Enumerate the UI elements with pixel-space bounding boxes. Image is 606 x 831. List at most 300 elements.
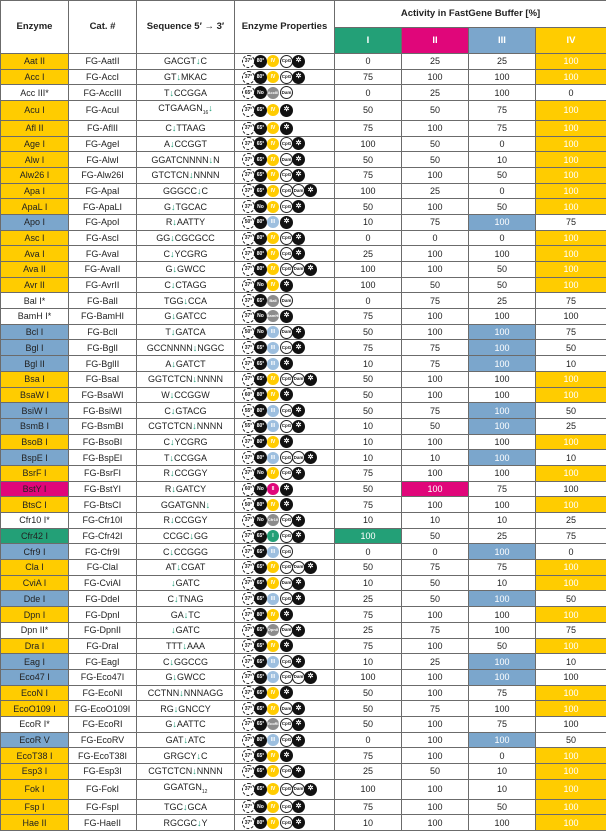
- incubation-temp-icon: 55°: [242, 404, 255, 417]
- cpg-methylation-icon: CpG: [280, 671, 293, 684]
- star-activity-icon: ✲: [292, 467, 305, 480]
- incubation-temp-icon: 37°: [242, 671, 255, 684]
- sequence-left: TTT: [166, 641, 183, 651]
- activity-buffer-I: 75: [335, 497, 402, 513]
- table-row: [1, 277, 606, 293]
- sequence-left: R: [166, 217, 173, 227]
- heat-inactivation-icon: 80°: [254, 263, 267, 276]
- incubation-temp-icon: 50°: [242, 498, 255, 511]
- table-row: [1, 246, 606, 262]
- table-row: [1, 167, 606, 183]
- activity-buffer-IV: 100: [536, 779, 606, 799]
- activity-buffer-IV: 100: [536, 815, 606, 831]
- activity-buffer-III: 25: [469, 293, 536, 309]
- enzyme-properties: [235, 356, 335, 372]
- enzyme-name: Eag I: [1, 654, 69, 670]
- heat-inactivation-icon: 65°: [254, 294, 267, 307]
- activity-buffer-I: 50: [335, 716, 402, 732]
- sequence-right: NNNAGG: [184, 688, 224, 698]
- enzyme-name: Afl II: [1, 120, 69, 136]
- cut-site-arrow-icon: ↓: [171, 327, 176, 337]
- incubation-temp-icon: 37°: [242, 577, 255, 590]
- activity-buffer-I: 10: [335, 513, 402, 529]
- star-activity-icon: ✲: [292, 592, 305, 605]
- cpg-methylation-icon: CpG: [280, 765, 293, 778]
- cut-site-arrow-icon: ↓: [192, 766, 197, 776]
- activity-buffer-IV: 100: [536, 136, 606, 152]
- recognition-sequence: [137, 152, 235, 168]
- enzyme-properties: [235, 607, 335, 623]
- activity-buffer-I: 25: [335, 246, 402, 262]
- enzyme-name: Acc III*: [1, 85, 69, 101]
- cpg-methylation-icon: CpG: [280, 137, 293, 150]
- catalog-number: FG-FspI: [69, 799, 137, 815]
- recommended-buffer-icon: IV: [267, 499, 279, 511]
- enzyme-name: Cfr10 I*: [1, 513, 69, 529]
- table-row: [1, 575, 606, 591]
- star-activity-icon: ✲: [292, 624, 305, 637]
- heat-inactivation-icon: 65°: [254, 104, 267, 117]
- catalog-number: FG-AvaI: [69, 246, 137, 262]
- activity-buffer-IV: 50: [536, 340, 606, 356]
- star-activity-icon: ✲: [292, 530, 305, 543]
- enzyme-name: BsoB I: [1, 434, 69, 450]
- activity-buffer-IV: 100: [536, 799, 606, 815]
- incubation-temp-icon: 60°: [242, 483, 255, 496]
- heat-inactivation-icon: 65°: [254, 122, 267, 135]
- incubation-temp-icon: 37°: [242, 561, 255, 574]
- activity-buffer-III: 100: [469, 465, 536, 481]
- activity-buffer-I: 100: [335, 136, 402, 152]
- recognition-sequence: [137, 481, 235, 497]
- activity-buffer-I: 50: [335, 101, 402, 121]
- activity-buffer-I: 50: [335, 560, 402, 576]
- recommended-buffer-icon: IV: [267, 765, 279, 777]
- recognition-sequence: [137, 324, 235, 340]
- enzyme-name: Alw26 I: [1, 167, 69, 183]
- star-activity-icon: ✲: [280, 279, 293, 292]
- dam-methylation-icon: Dam: [292, 263, 305, 276]
- activity-buffer-II: 10: [402, 513, 469, 529]
- table-row: [1, 528, 606, 544]
- activity-buffer-III: 100: [469, 324, 536, 340]
- star-activity-icon: ✲: [304, 783, 317, 796]
- enzyme-name: Eco47 I: [1, 669, 69, 685]
- heat-inactivation-icon: 65°: [254, 749, 267, 762]
- sequence-left: CGTCTCN: [148, 421, 192, 431]
- dam-methylation-icon: Dam: [280, 326, 293, 339]
- table-row: [1, 513, 606, 529]
- heat-inactivation-icon: 65°: [254, 783, 267, 796]
- table-row: [1, 403, 606, 419]
- heat-inactivation-icon: 80°: [254, 216, 267, 229]
- incubation-temp-icon: 37°: [242, 373, 255, 386]
- cpg-methylation-icon: CpG: [280, 420, 293, 433]
- cut-site-arrow-icon: ↓: [208, 103, 213, 113]
- table-row: [1, 101, 606, 121]
- dam-methylation-icon: Dam: [280, 294, 293, 307]
- heat-inactivation-icon: No: [254, 800, 267, 813]
- heat-inactivation-icon: 65°: [254, 765, 267, 778]
- activity-buffer-II: 50: [402, 575, 469, 591]
- cut-site-arrow-icon: ↓: [173, 672, 178, 682]
- enzyme-properties: [235, 387, 335, 403]
- sequence-left: GGGCC: [163, 186, 197, 196]
- sequence-right: MKAC: [181, 72, 207, 82]
- incubation-temp-icon: 37°: [242, 232, 255, 245]
- table-row: [1, 560, 606, 576]
- star-activity-icon: ✲: [292, 420, 305, 433]
- dam-methylation-icon: Dam: [292, 783, 305, 796]
- cpg-methylation-icon: CpG: [280, 655, 293, 668]
- activity-buffer-II: 75: [402, 340, 469, 356]
- enzyme-properties: [235, 669, 335, 685]
- heat-inactivation-icon: 65°: [254, 561, 267, 574]
- incubation-temp-icon: 37°: [242, 686, 255, 699]
- cpg-methylation-icon: CpG: [280, 530, 293, 543]
- cpg-methylation-icon: CpG: [280, 373, 293, 386]
- enzyme-name: Fok I: [1, 779, 69, 799]
- incubation-temp-icon: 37°: [242, 639, 255, 652]
- recognition-sequence: [137, 214, 235, 230]
- activity-buffer-II: 75: [402, 214, 469, 230]
- cut-site-arrow-icon: ↓: [170, 233, 175, 243]
- recognition-sequence: [137, 497, 235, 513]
- activity-buffer-II: 50: [402, 528, 469, 544]
- incubation-temp-icon: 37°: [242, 592, 255, 605]
- heat-inactivation-icon: 80°: [254, 55, 267, 68]
- recommended-buffer-icon: IV: [267, 783, 279, 795]
- header-properties: Enzyme Properties: [235, 1, 335, 54]
- enzyme-name: Ava I: [1, 246, 69, 262]
- activity-buffer-II: 100: [402, 120, 469, 136]
- sequence-right: TNAG: [178, 594, 203, 604]
- cpg-methylation-icon: CpG: [280, 514, 293, 527]
- cut-site-arrow-icon: ↓: [171, 484, 176, 494]
- incubation-temp-icon: 50°: [242, 216, 255, 229]
- enzyme-name: ApaL I: [1, 199, 69, 215]
- table-row: [1, 183, 606, 199]
- sequence-left: A: [165, 359, 171, 369]
- recommended-buffer-icon: IV: [267, 577, 279, 589]
- heat-inactivation-icon: 65°: [254, 341, 267, 354]
- catalog-number: FG-AccIII: [69, 85, 137, 101]
- incubation-temp-icon: 37°: [242, 247, 255, 260]
- star-activity-icon: ✲: [292, 71, 305, 84]
- heat-inactivation-icon: 65°: [254, 153, 267, 166]
- table-row: [1, 481, 606, 497]
- activity-buffer-II: 50: [402, 101, 469, 121]
- activity-buffer-II: 100: [402, 779, 469, 799]
- heat-inactivation-icon: 65°: [254, 373, 267, 386]
- activity-buffer-I: 0: [335, 544, 402, 560]
- enzyme-properties: [235, 815, 335, 831]
- recognition-sequence: [137, 513, 235, 529]
- star-activity-icon: ✲: [292, 55, 305, 68]
- activity-buffer-III: 100: [469, 591, 536, 607]
- activity-buffer-I: 75: [335, 748, 402, 764]
- catalog-number: FG-AvrII: [69, 277, 137, 293]
- activity-buffer-III: 25: [469, 528, 536, 544]
- sequence-right: CGAT: [181, 562, 205, 572]
- star-activity-icon: ✲: [280, 686, 293, 699]
- incubation-temp-icon: 37°: [242, 530, 255, 543]
- recognition-sequence: [137, 356, 235, 372]
- catalog-number: FG-DpnII: [69, 622, 137, 638]
- incubation-temp-icon: 37°: [242, 734, 255, 747]
- cpg-methylation-icon: CpG: [280, 263, 293, 276]
- recommended-buffer-icon: IV: [267, 373, 279, 385]
- catalog-number: FG-ClaI: [69, 560, 137, 576]
- enzyme-properties: [235, 54, 335, 70]
- activity-buffer-IV: 100: [536, 183, 606, 199]
- recommended-buffer-icon: III: [267, 342, 279, 354]
- catalog-number: FG-BalI: [69, 293, 137, 309]
- table-row: [1, 214, 606, 230]
- activity-buffer-IV: 100: [536, 152, 606, 168]
- cut-site-arrow-icon: ↓: [170, 437, 175, 447]
- recommended-buffer-icon: III: [267, 358, 279, 370]
- catalog-number: FG-Cfr10I: [69, 513, 137, 529]
- star-activity-icon: ✲: [292, 702, 305, 715]
- enzyme-name: EcoR I*: [1, 716, 69, 732]
- cut-site-arrow-icon: ↓: [182, 641, 187, 651]
- sequence-right: GATC: [176, 578, 200, 588]
- enzyme-properties: [235, 528, 335, 544]
- activity-buffer-IV: 100: [536, 69, 606, 85]
- activity-buffer-III: 75: [469, 716, 536, 732]
- activity-buffer-I: 50: [335, 701, 402, 717]
- cpg-methylation-icon: CpG: [280, 247, 293, 260]
- activity-buffer-II: 50: [402, 152, 469, 168]
- recognition-sequence: [137, 199, 235, 215]
- sequence-right: TTAAG: [176, 123, 205, 133]
- catalog-number: FG-BamHI: [69, 309, 137, 325]
- enzyme-name: Avr II: [1, 277, 69, 293]
- recognition-sequence: [137, 607, 235, 623]
- enzyme-properties: [235, 340, 335, 356]
- activity-buffer-I: 75: [335, 120, 402, 136]
- activity-buffer-III: 75: [469, 685, 536, 701]
- catalog-number: FG-ApaLI: [69, 199, 137, 215]
- cut-site-arrow-icon: ↓: [183, 802, 188, 812]
- recommended-buffer-icon: IV: [267, 640, 279, 652]
- activity-buffer-IV: 100: [536, 54, 606, 70]
- dam-methylation-icon: Dam: [280, 577, 293, 590]
- table-row: [1, 152, 606, 168]
- sequence-right: CCGGW: [174, 390, 210, 400]
- catalog-number: FG-EcoT38I: [69, 748, 137, 764]
- enzyme-properties: [235, 764, 335, 780]
- recognition-sequence: [137, 101, 235, 121]
- activity-buffer-II: 0: [402, 544, 469, 560]
- heat-inactivation-icon: 65°: [254, 639, 267, 652]
- heat-inactivation-icon: No: [254, 514, 267, 527]
- recommended-buffer-icon: IV: [267, 154, 279, 166]
- recognition-sequence: [137, 544, 235, 560]
- activity-buffer-III: 100: [469, 701, 536, 717]
- activity-buffer-II: 25: [402, 54, 469, 70]
- sequence-right: N: [213, 155, 220, 165]
- incubation-temp-icon: 37°: [242, 137, 255, 150]
- cpg-methylation-icon: CpG: [280, 545, 293, 558]
- dam-methylation-icon: Dam: [280, 624, 293, 637]
- header-activity: Activity in FastGene Buffer [%]: [335, 1, 606, 28]
- activity-buffer-II: 75: [402, 701, 469, 717]
- cut-site-arrow-icon: ↓: [174, 704, 179, 714]
- recognition-sequence: [137, 403, 235, 419]
- enzyme-name: BspE I: [1, 450, 69, 466]
- activity-buffer-III: 100: [469, 85, 536, 101]
- star-activity-icon: ✲: [280, 639, 293, 652]
- incubation-temp-icon: 37°: [242, 749, 255, 762]
- activity-buffer-I: 50: [335, 199, 402, 215]
- heat-inactivation-icon: 65°: [254, 702, 267, 715]
- cut-site-arrow-icon: ↓: [206, 500, 211, 510]
- activity-buffer-II: 100: [402, 481, 469, 497]
- recognition-sequence: [137, 85, 235, 101]
- recommended-buffer-icon: IV: [267, 687, 279, 699]
- activity-buffer-III: 50: [469, 277, 536, 293]
- sequence-right: C: [201, 751, 208, 761]
- recommended-buffer-icon: IV: [267, 750, 279, 762]
- activity-buffer-II: 50: [402, 136, 469, 152]
- heat-inactivation-icon: 65°: [254, 545, 267, 558]
- activity-buffer-IV: 100: [536, 101, 606, 121]
- recognition-sequence: [137, 779, 235, 799]
- catalog-number: FG-CviAI: [69, 575, 137, 591]
- recommended-buffer-icon: II: [267, 483, 279, 495]
- recognition-sequence: [137, 309, 235, 325]
- incubation-temp-icon: 37°: [242, 816, 255, 829]
- recommended-buffer-icon: IV: [267, 248, 279, 260]
- star-activity-icon: ✲: [292, 816, 305, 829]
- activity-buffer-III: 75: [469, 481, 536, 497]
- sequence-right: GGCCG: [174, 657, 208, 667]
- activity-buffer-I: 100: [335, 779, 402, 799]
- activity-buffer-I: 10: [335, 418, 402, 434]
- activity-buffer-I: 100: [335, 262, 402, 278]
- recommended-buffer-icon: IV: [267, 138, 279, 150]
- heat-inactivation-icon: 80°: [254, 404, 267, 417]
- activity-buffer-I: 25: [335, 764, 402, 780]
- enzyme-name: Asc I: [1, 230, 69, 246]
- table-row: [1, 387, 606, 403]
- heat-inactivation-icon: 65°: [254, 577, 267, 590]
- enzyme-name: EcoO109 I: [1, 701, 69, 717]
- star-activity-icon: ✲: [280, 122, 293, 135]
- cut-site-arrow-icon: ↓: [171, 406, 176, 416]
- catalog-number: FG-ApaI: [69, 183, 137, 199]
- recognition-sequence: [137, 434, 235, 450]
- catalog-number: FG-BclI: [69, 324, 137, 340]
- header-buffer-I: I: [335, 28, 402, 54]
- header-buffer-II: II: [402, 28, 469, 54]
- cut-site-arrow-icon: ↓: [209, 155, 214, 165]
- enzyme-name: Alw I: [1, 152, 69, 168]
- sequence-left: CCTNN: [148, 688, 180, 698]
- recognition-sequence: [137, 622, 235, 638]
- dam-methylation-icon: Dam: [280, 153, 293, 166]
- activity-buffer-III: 100: [469, 732, 536, 748]
- cpg-methylation-icon: CpG: [280, 200, 293, 213]
- recommended-buffer-icon: IV: [267, 263, 279, 275]
- activity-buffer-III: 50: [469, 199, 536, 215]
- cut-site-arrow-icon: ↓: [170, 390, 175, 400]
- sequence-right: NNNN: [197, 421, 223, 431]
- activity-buffer-IV: 100: [536, 481, 606, 497]
- cut-site-arrow-icon: ↓: [184, 735, 189, 745]
- recognition-sequence: [137, 815, 235, 831]
- activity-buffer-IV: 75: [536, 324, 606, 340]
- cut-site-arrow-icon: ↓: [170, 249, 175, 259]
- heat-inactivation-icon: 65°: [254, 184, 267, 197]
- recognition-sequence: [137, 685, 235, 701]
- enzyme-name: Apo I: [1, 214, 69, 230]
- activity-buffer-II: 100: [402, 732, 469, 748]
- recommended-buffer-icon: IV: [267, 817, 279, 829]
- table-row: [1, 779, 606, 799]
- recommended-buffer-icon: EcoRI: [267, 718, 279, 730]
- catalog-number: FG-DpnI: [69, 607, 137, 623]
- incubation-temp-icon: 37°: [242, 310, 255, 323]
- sequence-left: R: [165, 484, 172, 494]
- table-row: [1, 418, 606, 434]
- star-activity-icon: ✲: [280, 104, 293, 117]
- activity-buffer-I: 100: [335, 277, 402, 293]
- cpg-methylation-icon: CpG: [280, 561, 293, 574]
- incubation-temp-icon: 65°: [242, 86, 255, 99]
- enzyme-name: Fsp I: [1, 799, 69, 815]
- enzyme-name: BamH I*: [1, 309, 69, 325]
- table-row: [1, 262, 606, 278]
- incubation-temp-icon: 37°: [242, 341, 255, 354]
- sequence-subscript: 12: [202, 789, 208, 795]
- activity-buffer-I: 0: [335, 85, 402, 101]
- catalog-number: FG-DdeI: [69, 591, 137, 607]
- recognition-sequence: [137, 450, 235, 466]
- cut-site-arrow-icon: ↓: [169, 88, 174, 98]
- recognition-sequence: [137, 167, 235, 183]
- recommended-buffer-icon: III: [267, 216, 279, 228]
- table-row: [1, 293, 606, 309]
- enzyme-name: Bsa I: [1, 371, 69, 387]
- activity-buffer-II: 100: [402, 246, 469, 262]
- activity-buffer-IV: 0: [536, 544, 606, 560]
- activity-buffer-II: 50: [402, 591, 469, 607]
- enzyme-name: Bgl I: [1, 340, 69, 356]
- enzyme-properties: [235, 324, 335, 340]
- activity-buffer-I: 75: [335, 607, 402, 623]
- enzyme-properties: [235, 513, 335, 529]
- activity-buffer-IV: 100: [536, 371, 606, 387]
- activity-buffer-IV: 100: [536, 277, 606, 293]
- activity-buffer-I: 10: [335, 450, 402, 466]
- sequence-left: TGG: [164, 296, 184, 306]
- activity-buffer-I: 100: [335, 669, 402, 685]
- enzyme-properties: [235, 371, 335, 387]
- catalog-number: FG-BsrFI: [69, 465, 137, 481]
- cpg-methylation-icon: CpG: [280, 451, 293, 464]
- activity-buffer-III: 100: [469, 309, 536, 325]
- heat-inactivation-icon: 80°: [254, 451, 267, 464]
- enzyme-properties: [235, 246, 335, 262]
- sequence-right: CCGGA: [174, 453, 207, 463]
- dam-methylation-icon: Dam: [280, 86, 293, 99]
- recommended-buffer-icon: III: [267, 405, 279, 417]
- cut-site-arrow-icon: ↓: [170, 139, 175, 149]
- activity-buffer-III: 10: [469, 152, 536, 168]
